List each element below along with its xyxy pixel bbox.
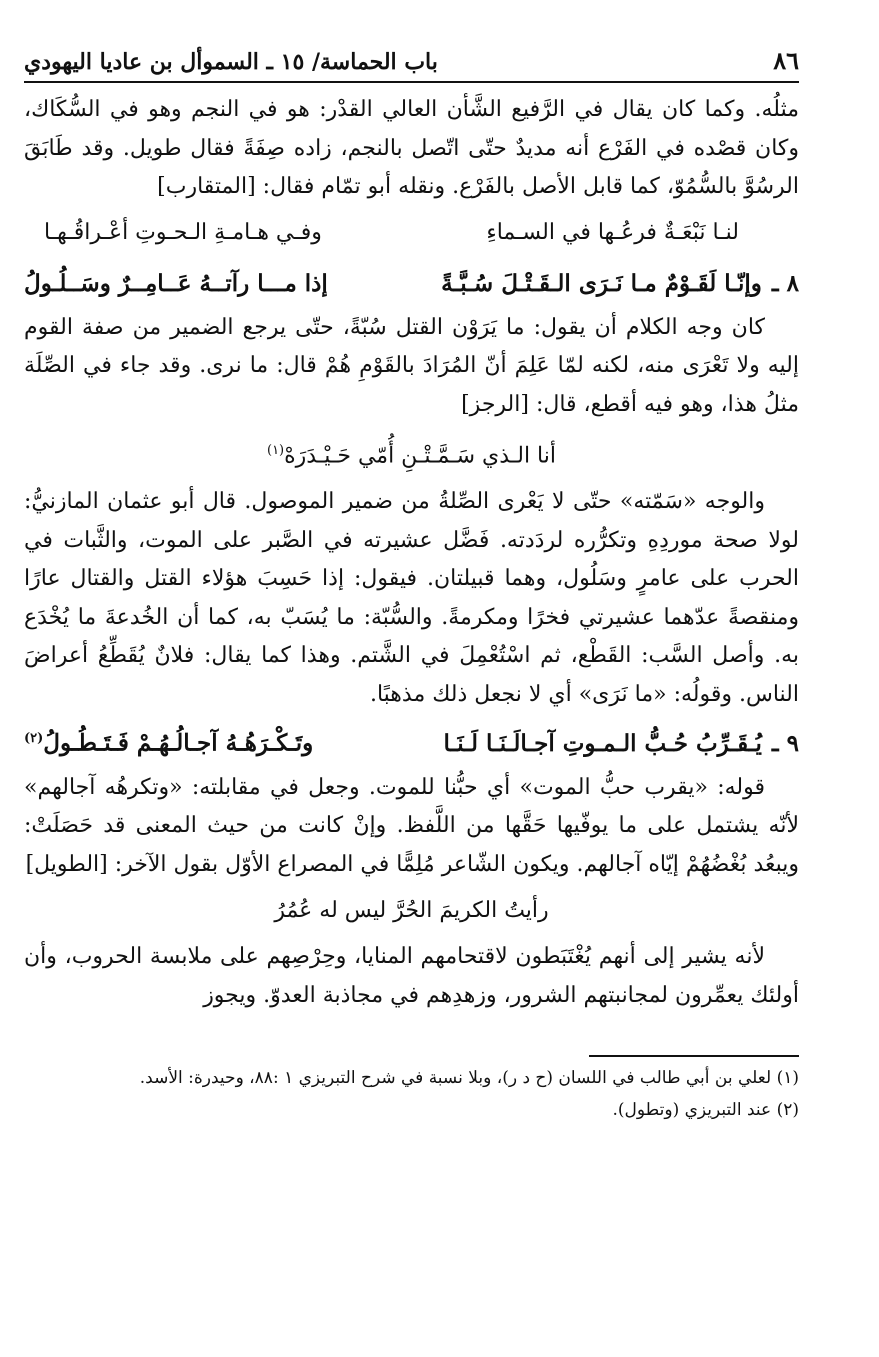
paragraph-5: لأنه يشير إلى أنهم يُغْتَبَطون لاقتحامهم المنايا، وحِرْصِهم على ملابسة الحروب، وأن أولئك يعمِّرون لمجانبتهم الشرور، وزهدِهم في مجاذبة العدوّ. ويجوز xyxy=(24,944,799,1008)
verse-8-second-hemistich: إذا مـــا رآتــهُ عَــامِــرٌ وسَــلُـولُ xyxy=(24,269,328,297)
paragraph-4: قوله: «يقرب حبُّ الموت» أي حبُّنا للموت. وجعل في مقابلته: «وتكرهُه آجالهم» لأنّه يشتمل على ما يوفّيها حَقَّها من اللَّفظ. وإنْ كانت من حيث المعنى قد حَصَلَتْ: ويبعُد بُغْضُهُمْ إيّاه آجالهم. ويكون الشّاعر مُلِمًّا في المصراع الأوّل بقول الآخر: [الطويل] xyxy=(24,774,799,877)
page-header xyxy=(24,46,799,83)
verse-9-number: ٩ ـ xyxy=(771,729,799,757)
book-page xyxy=(24,46,799,1129)
couplet-1-second-hemistich: وفـي هـامـةِ الـحـوتِ أعْـراقُـهـا xyxy=(44,219,322,245)
footnote-1: (١) لعلي بن أبي طالب في اللسان (ح د ر)، وبلا نسبة في شرح التبريزي ١ :٨٨، وحيدرة: الأسد. xyxy=(139,1068,799,1089)
paragraph-1: مثلُه. وكما كان يقال في الرَّفيع الشَّأن العالي القدْر: هو في النجم وهو في السُّكَاك، وكان قصْده في الفَرْع أنه مديدٌ حتّى اتّصل بالنجم، زاده صِفَةً فقال طويل. وقد طَابَقَ الرسُوَّ بالسُّمُوّ، كما قابل الأصل بالفَرْع. ونقله أبو تمّام فقال: [المتقارب] xyxy=(24,97,799,199)
footnote-divider xyxy=(589,1055,799,1057)
verse-9 xyxy=(24,714,799,769)
rajaz-line: أنا الـذي سَـمَّـتْـنِ أُمّي حَـيْـدَرَهْ xyxy=(284,443,556,469)
footnotes xyxy=(24,1065,799,1123)
verse-9-first-hemistich: يُـقَـرِّبُ حُـبُّ الـمـوتِ آجـالَـنَـا لَـنَـا xyxy=(443,729,762,757)
running-title: باب الحماسة/ ١٥ ـ السموأل بن عاديا اليهودي xyxy=(24,49,438,75)
verse-8-number: ٨ ـ xyxy=(771,269,799,297)
verse-8 xyxy=(24,259,799,309)
footnote-ref-2: (٢) xyxy=(24,731,44,747)
verse-9-second-hemistich: وتَـكْـرَهُـهُ آجـالُـهُـمْ فَـتَـطُـولُ xyxy=(43,729,314,757)
footnote-2: (٢) عند التبريزي (وتطول). xyxy=(612,1100,799,1121)
quoted-couplet-1 xyxy=(24,207,799,259)
couplet-1-first-hemistich: لنـا نَبْعَـةٌ فرعُـها في السـماءِ xyxy=(486,219,739,245)
page-number: ٨٦ xyxy=(773,46,799,75)
paragraph-3: والوجه «سَمّته» حتّى لا يَعْرى الصِّلةُ من ضمير الموصول. قال أبو عثمان المازنيُّ: لولا صحة موردِهِ وتكرُّره لردَدته. فَضَّل عشيرته في الصَّبر على الموت، والثَّبات في الحرب على عامرٍ وسَلُول، وهما قبيلتان. فيقول: إذا حَسِبَ هؤلاء القتل والقتال عارًا ومنقصةً عدّهما عشيرتي فخرًا ومكرمةً. والسُّبّة: ما يُسَبّ به، كما أن الخُدعةَ ما يُخْدَع به. وأصل السَّب: القَطْع، ثم اسْتُعْمِلَ في الشَّتم. وهذا كما يقال: فلانٌ يُقَطِّعُ أعراضَ الناس. وقولُه: «ما نَرَى» أي لا نجعل ذلك مذهبًا. xyxy=(24,489,799,707)
rajaz-quote xyxy=(24,424,799,483)
tawil-line: رأيتُ الكريمَ الحُرَّ ليس له عُمُرُ xyxy=(274,898,549,924)
footnote-ref-1: (١) xyxy=(266,443,285,458)
tawil-quote xyxy=(24,884,799,938)
verse-8-first-hemistich: وإنّـا لَقَـوْمٌ مـا نَـرَى الـقَـتْـلَ سُـبَّـةً xyxy=(441,269,762,297)
paragraph-2: كان وجه الكلام أن يقول: ما يَرَوْن القتل سُبّةً، حتّى يرجع الضمير من صفة القوم إليه ولا تَعْرَى منه، لكنه لمّا عَلِمَ أنّ المُرَادَ بالقَوْمِ هُمْ قال: ما نرى. وقد جاء في الصِّلَة مثلُ هذا، وهو فيه أقطع، قال: [الرجز] xyxy=(24,314,799,417)
